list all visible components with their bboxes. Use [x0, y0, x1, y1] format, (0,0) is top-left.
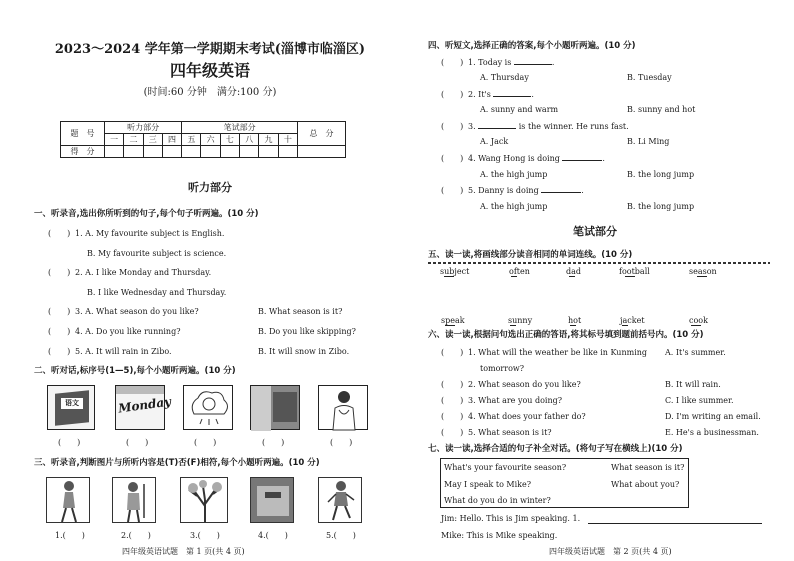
- underline: [445, 325, 455, 326]
- q6-paren[interactable]: ( ): [441, 396, 464, 405]
- q6-5-q: 5. What season is it?: [468, 428, 552, 437]
- score-table-number: 七: [220, 134, 239, 146]
- score-cell[interactable]: [105, 146, 124, 158]
- exam-subtitle: 四年级英语: [169, 61, 250, 80]
- q1-1-b: B. My favourite subject is science.: [87, 249, 227, 258]
- q7-sentence-box: [440, 458, 689, 508]
- q5-bottom-word[interactable]: speak: [441, 316, 465, 325]
- q1-title: 一、听录音,选出你所听到的句子,每个句子听两遍。(10 分): [34, 209, 259, 219]
- q4-4-a: A. the high jump: [480, 170, 548, 179]
- q1-paren[interactable]: ( ): [48, 327, 71, 336]
- q2-answer-paren[interactable]: ( ): [126, 438, 149, 447]
- q4-2-question: 2. It's .: [468, 90, 534, 99]
- left-footer: 四年级英语试题 第 1 页(共 4 页): [122, 547, 245, 556]
- q1-5-a: 5. A. It will rain in Zibo.: [75, 347, 172, 356]
- q3-label[interactable]: 5.( ): [326, 531, 356, 540]
- q6-1-q-cont: tomorrow?: [480, 364, 525, 373]
- q4-3-q-after: is the winner. He runs fast.: [518, 122, 629, 131]
- q4-paren[interactable]: ( ): [441, 58, 464, 67]
- q5-bottom-word[interactable]: cook: [689, 316, 708, 325]
- q7-box-sentence: What season is it?: [611, 463, 685, 472]
- q1-5-b: B. It will snow in Zibo.: [258, 347, 350, 356]
- girl-jumping-picture: [318, 477, 362, 523]
- q7-line1: Jim: Hello. This is Jim speaking. 1.: [441, 514, 581, 523]
- q6-3-q: 3. What are you doing?: [468, 396, 563, 405]
- calendar-monday-picture: [115, 385, 172, 430]
- building-sign-picture: [250, 477, 294, 523]
- tree-picture: [180, 477, 228, 523]
- q7-box-sentence: What about you?: [611, 480, 680, 489]
- underline: [569, 276, 575, 277]
- q2-answer-paren[interactable]: ( ): [262, 438, 285, 447]
- score-table-row1-label: 题 号: [61, 122, 105, 146]
- score-table-row2-label: 得 分: [61, 146, 105, 158]
- score-table-number: 九: [259, 134, 278, 146]
- score-cell[interactable]: [162, 146, 181, 158]
- q4-paren[interactable]: ( ): [441, 90, 464, 99]
- book-label: 语文: [61, 398, 83, 409]
- score-cell[interactable]: [201, 146, 220, 158]
- doctor-picture: [318, 385, 368, 430]
- q3-label[interactable]: 2.( ): [121, 531, 151, 540]
- q1-1-a: 1. A. My favourite subject is English.: [75, 229, 225, 238]
- q6-paren[interactable]: ( ): [441, 380, 464, 389]
- q6-paren[interactable]: ( ): [441, 428, 464, 437]
- score-table-number: 三: [143, 134, 162, 146]
- q1-paren[interactable]: ( ): [48, 347, 71, 356]
- underline: [691, 325, 701, 326]
- score-cell[interactable]: [220, 146, 239, 158]
- q2-title: 二、听对话,标序号(1—5),每个小题听两遍。(10 分): [34, 366, 236, 376]
- q5-bottom-word[interactable]: hot: [568, 316, 582, 325]
- score-table-number: 十: [278, 134, 297, 146]
- q4-3-a: A. Jack: [480, 137, 509, 146]
- q7-line2: Mike: This is Mike speaking.: [441, 531, 558, 540]
- q1-paren[interactable]: ( ): [48, 229, 71, 238]
- underline: [697, 276, 707, 277]
- score-table-number: 四: [162, 134, 181, 146]
- q4-4-b: B. the long jump: [627, 170, 695, 179]
- q3-title: 三、听录音,判断图片与所听内容是(T)否(F)相符,每个小题听两遍。(10 分): [34, 458, 320, 468]
- q4-5-b: B. the long jump: [627, 202, 695, 211]
- q5-top-word[interactable]: dad: [566, 267, 582, 276]
- q1-4-a: 4. A. Do you like running?: [75, 327, 181, 336]
- q2-answer-paren[interactable]: ( ): [330, 438, 353, 447]
- q2-answer-paren[interactable]: ( ): [58, 438, 81, 447]
- q1-2-a: 2. A. I like Monday and Thursday.: [75, 268, 212, 277]
- score-cell[interactable]: [124, 146, 143, 158]
- q6-answer-b: B. It will rain.: [665, 380, 721, 389]
- girl-running-picture: [46, 477, 90, 523]
- score-cell[interactable]: [240, 146, 259, 158]
- book-picture: [47, 385, 95, 430]
- q7-box-sentence: May I speak to Mike?: [444, 480, 532, 489]
- score-table-listening: 听力部分: [105, 122, 182, 134]
- underline: [444, 276, 454, 277]
- q6-answer-c: C. I like summer.: [665, 396, 734, 405]
- q4-3-blank[interactable]: [478, 128, 516, 129]
- q7-title: 七、读一读,选择合适的句子补全对话。(将句子写在横线上)(10 分): [428, 444, 683, 454]
- score-table-written: 笔试部分: [182, 122, 298, 134]
- q2-answer-paren[interactable]: ( ): [194, 438, 217, 447]
- q3-label[interactable]: 1.( ): [55, 531, 85, 540]
- q6-2-q: 2. What season do you like?: [468, 380, 581, 389]
- q4-3-b: B. Li Ming: [627, 137, 670, 146]
- q5-bottom-word[interactable]: sunny: [508, 316, 533, 325]
- q5-top-word[interactable]: often: [509, 267, 530, 276]
- score-cell[interactable]: [278, 146, 297, 158]
- underline: [625, 276, 635, 277]
- q4-5-a: A. the high jump: [480, 202, 548, 211]
- score-table: [60, 121, 346, 158]
- q1-4-b: B. Do you like skipping?: [258, 327, 356, 336]
- q4-1-a: A. Thursday: [480, 73, 529, 82]
- underline: [622, 325, 628, 326]
- written-section-heading: 笔试部分: [573, 225, 617, 238]
- score-cell[interactable]: [143, 146, 162, 158]
- q5-title: 五、读一读,将画线部分读音相同的单词连线。(10 分): [428, 250, 633, 260]
- q4-1-question: 1. Today is .: [468, 58, 555, 67]
- q4-2-q: 2. It's: [468, 90, 491, 99]
- q4-title: 四、听短文,选择正确的答案,每个小题听两遍。(10 分): [428, 41, 636, 51]
- boy-music-picture: [112, 477, 156, 523]
- q4-5-question: 5. Danny is doing .: [468, 186, 584, 195]
- q4-1-q: 1. Today is: [468, 58, 512, 67]
- q6-paren[interactable]: ( ): [441, 348, 464, 357]
- building-picture: [250, 385, 300, 430]
- listening-section-heading: 听力部分: [188, 181, 232, 194]
- underline: [510, 325, 516, 326]
- q1-2-b: B. I like Wednesday and Thursday.: [87, 288, 227, 297]
- exam-title: 2023～2024 学年第一学期期末考试(淄博市临淄区): [54, 42, 366, 57]
- q6-title: 六、读一读,根据问句选出正确的答语,将其标号填到题前括号内。(10 分): [428, 330, 704, 340]
- q3-label[interactable]: 3.( ): [190, 531, 220, 540]
- q4-1-b: B. Tuesday: [627, 73, 672, 82]
- q5-bottom-word[interactable]: jacket: [620, 316, 645, 325]
- snowman-picture: [183, 385, 233, 430]
- q4-4-blank[interactable]: [562, 160, 602, 161]
- q4-5-q: 5. Danny is doing: [468, 186, 539, 195]
- q1-paren[interactable]: ( ): [48, 307, 71, 316]
- q7-answer-line[interactable]: [588, 523, 762, 524]
- q4-paren[interactable]: ( ): [441, 154, 464, 163]
- score-table-total: 总 分: [298, 122, 346, 146]
- q6-4-q: 4. What does your father do?: [468, 412, 586, 421]
- q4-paren[interactable]: ( ): [441, 122, 464, 131]
- q6-answer-d: D. I'm writing an email.: [665, 412, 761, 421]
- q4-2-blank[interactable]: [493, 96, 531, 97]
- q1-paren[interactable]: ( ): [48, 268, 71, 277]
- score-cell-total[interactable]: [298, 146, 346, 158]
- q6-paren[interactable]: ( ): [441, 412, 464, 421]
- q7-box-sentence: What's your favourite season?: [444, 463, 567, 472]
- underline: [511, 276, 517, 277]
- right-footer: 四年级英语试题 第 2 页(共 4 页): [549, 547, 672, 556]
- q5-separator: [428, 262, 770, 264]
- q4-2-a: A. sunny and warm: [480, 105, 559, 114]
- q4-4-question: 4. Wang Hong is doing .: [468, 154, 605, 163]
- q3-label[interactable]: 4.( ): [258, 531, 288, 540]
- q4-5-blank[interactable]: [541, 192, 581, 193]
- score-table-number: 八: [240, 134, 259, 146]
- q7-box-sentence: What do you do in winter?: [444, 496, 551, 505]
- q4-3-question: [468, 121, 629, 132]
- q6-answer-e: E. He's a businessman.: [665, 428, 759, 437]
- q6-1-q: 1. What will the weather be like in Kunming: [468, 348, 648, 357]
- score-table-number: 六: [201, 134, 220, 146]
- q1-3-b: B. What season is it?: [258, 307, 343, 316]
- score-table-number: 二: [124, 134, 143, 146]
- score-table-number: 五: [182, 134, 201, 146]
- q1-3-a: 3. A. What season do you like?: [75, 307, 199, 316]
- q5-top-word[interactable]: football: [619, 267, 650, 276]
- q4-paren[interactable]: ( ): [441, 186, 464, 195]
- q4-4-q: 4. Wang Hong is doing: [468, 154, 560, 163]
- score-table-number: 一: [105, 134, 124, 146]
- underline: [570, 325, 576, 326]
- exam-time-info: (时间:60 分钟 满分:100 分): [143, 87, 277, 98]
- q5-top-word[interactable]: subject: [440, 267, 470, 276]
- q4-1-blank[interactable]: [514, 64, 552, 65]
- q4-3-q: 3.: [468, 122, 476, 131]
- score-cell[interactable]: [182, 146, 201, 158]
- monday-label: Monday: [117, 394, 172, 416]
- q6-answer-a: A. It's summer.: [665, 348, 726, 357]
- q5-top-word[interactable]: season: [689, 267, 717, 276]
- score-cell[interactable]: [259, 146, 278, 158]
- q4-2-b: B. sunny and hot: [627, 105, 696, 114]
